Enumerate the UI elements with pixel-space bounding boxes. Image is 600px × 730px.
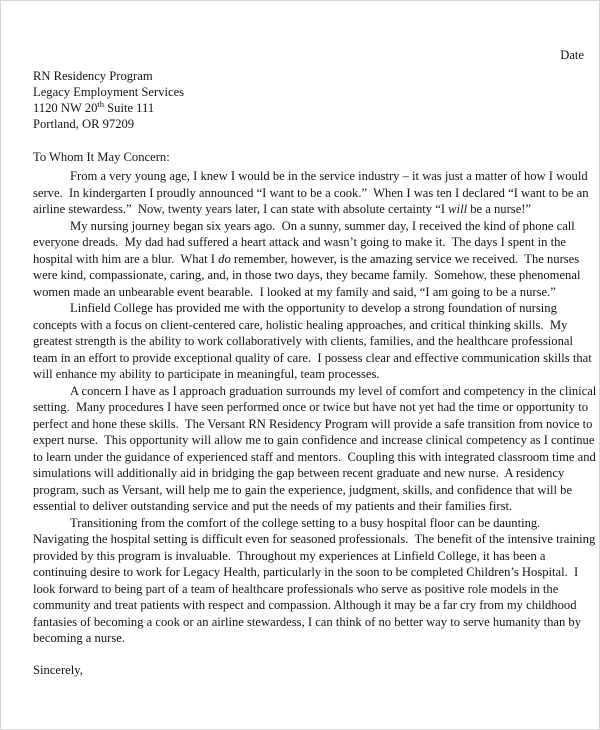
text-line: serve. In kindergarten I proudly announced “I want to be a cook.” When I was ten I declared “I want to be an [33, 185, 589, 200]
date-label: Date [560, 48, 584, 62]
text-line: essential to deliver outstanding service and put the needs of my patients and their families first. [33, 499, 513, 513]
text-line: will enhance my ability to participate in meaningful, team processes. [33, 367, 380, 381]
text-line: women made an unbearable event bearable. I looked at my family and said, “I am going to be a nurse.” [33, 284, 556, 299]
address-line: 1120 NW 20th Suite 111 [33, 98, 155, 115]
text-line: team in an effort to provide exceptional quality of care. I possess clear and effective communication skills that [33, 350, 592, 365]
text-line: setting. Many procedures I have seen performed once or twice but have not yet had the time or opportunity to [33, 400, 589, 414]
text-line: Linfield College has provided me with the opportunity to develop a strong foundation of nursing [70, 301, 557, 315]
body-paragraph [33, 383, 597, 515]
address-line: Legacy Employment Services [33, 84, 185, 99]
text-line: provided by this program is invaluable. Throughout my experiences at Linfield College, it has been a [33, 548, 546, 563]
text-line: perfect and hone these skills. The Versant RN Residency Program will provide a safe transition from novice to [33, 416, 593, 431]
body-paragraph [33, 300, 592, 383]
text-line: program, such as Versant, will help me to gain the experience, judgment, skills, and confidence that will be [33, 482, 573, 497]
text-line: hospital with him are a blur. What I do remember, however, is the amazing service we received. The nurses [33, 251, 580, 266]
text-line: fantasies of becoming a cook or an airline stewardess, I can think of no better way to serve humanity than by [33, 614, 582, 629]
text-line: airline stewardess.” Now, twenty years later, I can state with absolute certainty “I will be a nurse!” [33, 202, 532, 216]
text-line: From a very young age, I knew I would be in the service industry – it was just a matter of how I would [70, 169, 588, 183]
recipient-address [33, 68, 584, 132]
text-line: everyone dreads. My dad had suffered a heart attack and wasn’t going to make it. The days I spent in the [33, 235, 566, 249]
closing: Sincerely, [33, 662, 83, 677]
text-line: My nursing journey began six years ago. On a sunny, summer day, I received the kind of phone call [70, 218, 575, 233]
address-line: RN Residency Program [33, 68, 153, 83]
text-line: concepts with a focus on client-centered care, holistic healing approaches, and critical thinking skills. My [33, 317, 568, 332]
text-line: continuing desire to work for Legacy Health, particularly in the soon to be completed Children’s Hospital. I [33, 565, 579, 579]
body-paragraph [33, 168, 589, 218]
address-line: Portland, OR 97209 [33, 116, 135, 131]
text-line: look forward to being part of a team of healthcare professionals who serve as positive role models in the [33, 581, 559, 596]
text-line: simulations will additionally aid in bridging the gap between recent graduate and new nurse. A residency [33, 466, 565, 480]
text-line: expert nurse. This opportunity will allow me to gain confidence and increase clinical competency as I continue [33, 433, 595, 447]
text-line: greatest strength is the ability to work collaboratively with clients, families, and the healthcare professional [33, 334, 573, 348]
text-line: to learn under the guidance of experienced staff and mentors. Coupling this with integrated classroom time and [33, 449, 596, 464]
text-line: community and treat patients with respect and compassion. Although it may be a far cry from my childhood [33, 598, 577, 612]
text-line: Navigating the hospital setting is difficult even for seasoned professionals. The benefit of the intensive training [33, 532, 596, 546]
text-line: becoming a nurse. [33, 631, 125, 645]
salutation: To Whom It May Concern: [33, 149, 170, 164]
body-paragraph [33, 515, 596, 647]
letter-body [33, 168, 597, 647]
text-line: Transitioning from the comfort of the college setting to a busy hospital floor can be daunting. [70, 515, 541, 530]
text-line: A concern I have as I approach graduation surrounds my level of comfort and competency in the clinical [70, 383, 597, 398]
body-paragraph [33, 218, 584, 301]
text-line: were kind, compassionate, caring, and, in those two days, they became family. Somehow, these phenomenal [33, 268, 581, 282]
